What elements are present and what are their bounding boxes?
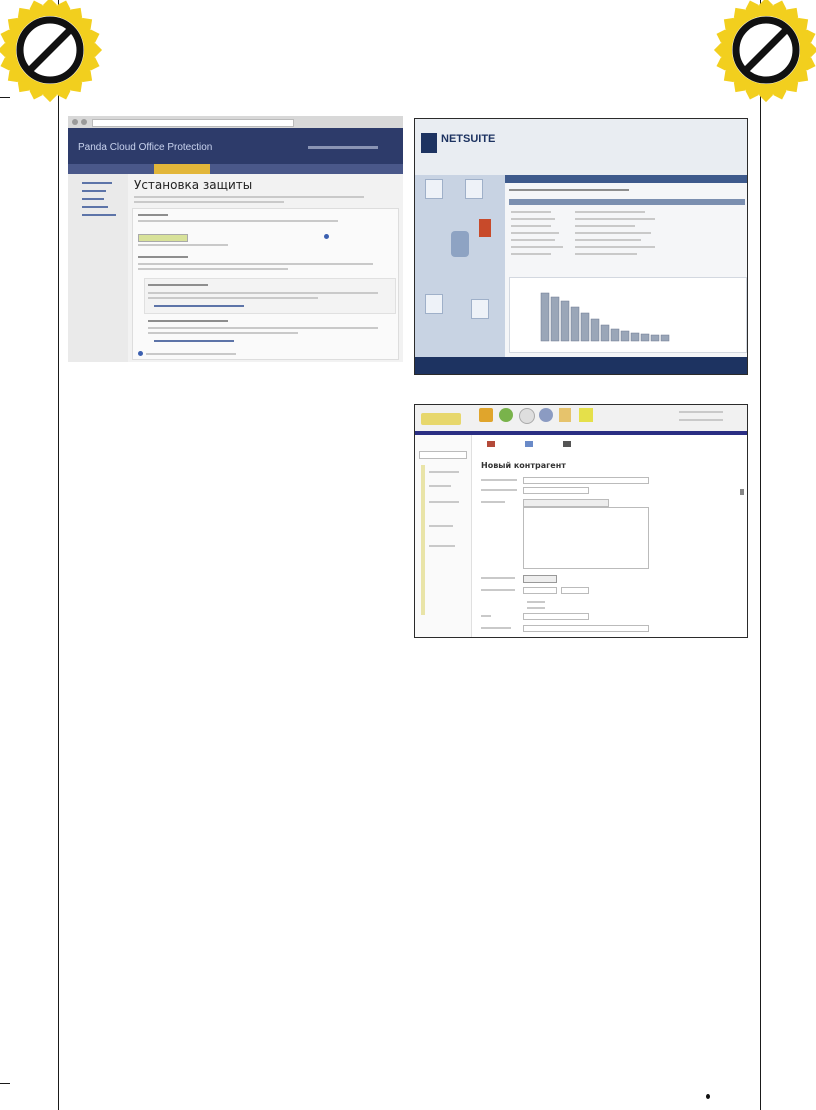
panda-screenshot [68, 116, 403, 362]
right-margin-rule [760, 0, 761, 1110]
netsuite-logo: NETSUITE [441, 133, 496, 145]
panda-window-title: Panda Cloud Office Protection [78, 142, 213, 153]
crop-mark-bottom [0, 1083, 10, 1084]
contact-heading: Новый контрагент [481, 461, 566, 470]
left-margin-rule [58, 0, 59, 1110]
contact-form-screenshot [414, 404, 748, 638]
page-dot [706, 1094, 710, 1099]
netsuite-screenshot [414, 118, 748, 375]
panda-page-title: Установка защиты [134, 178, 253, 192]
no-entry-sign-icon [712, 0, 816, 104]
no-entry-sign-icon [0, 0, 104, 104]
netsuite-bar-chart [539, 287, 689, 343]
